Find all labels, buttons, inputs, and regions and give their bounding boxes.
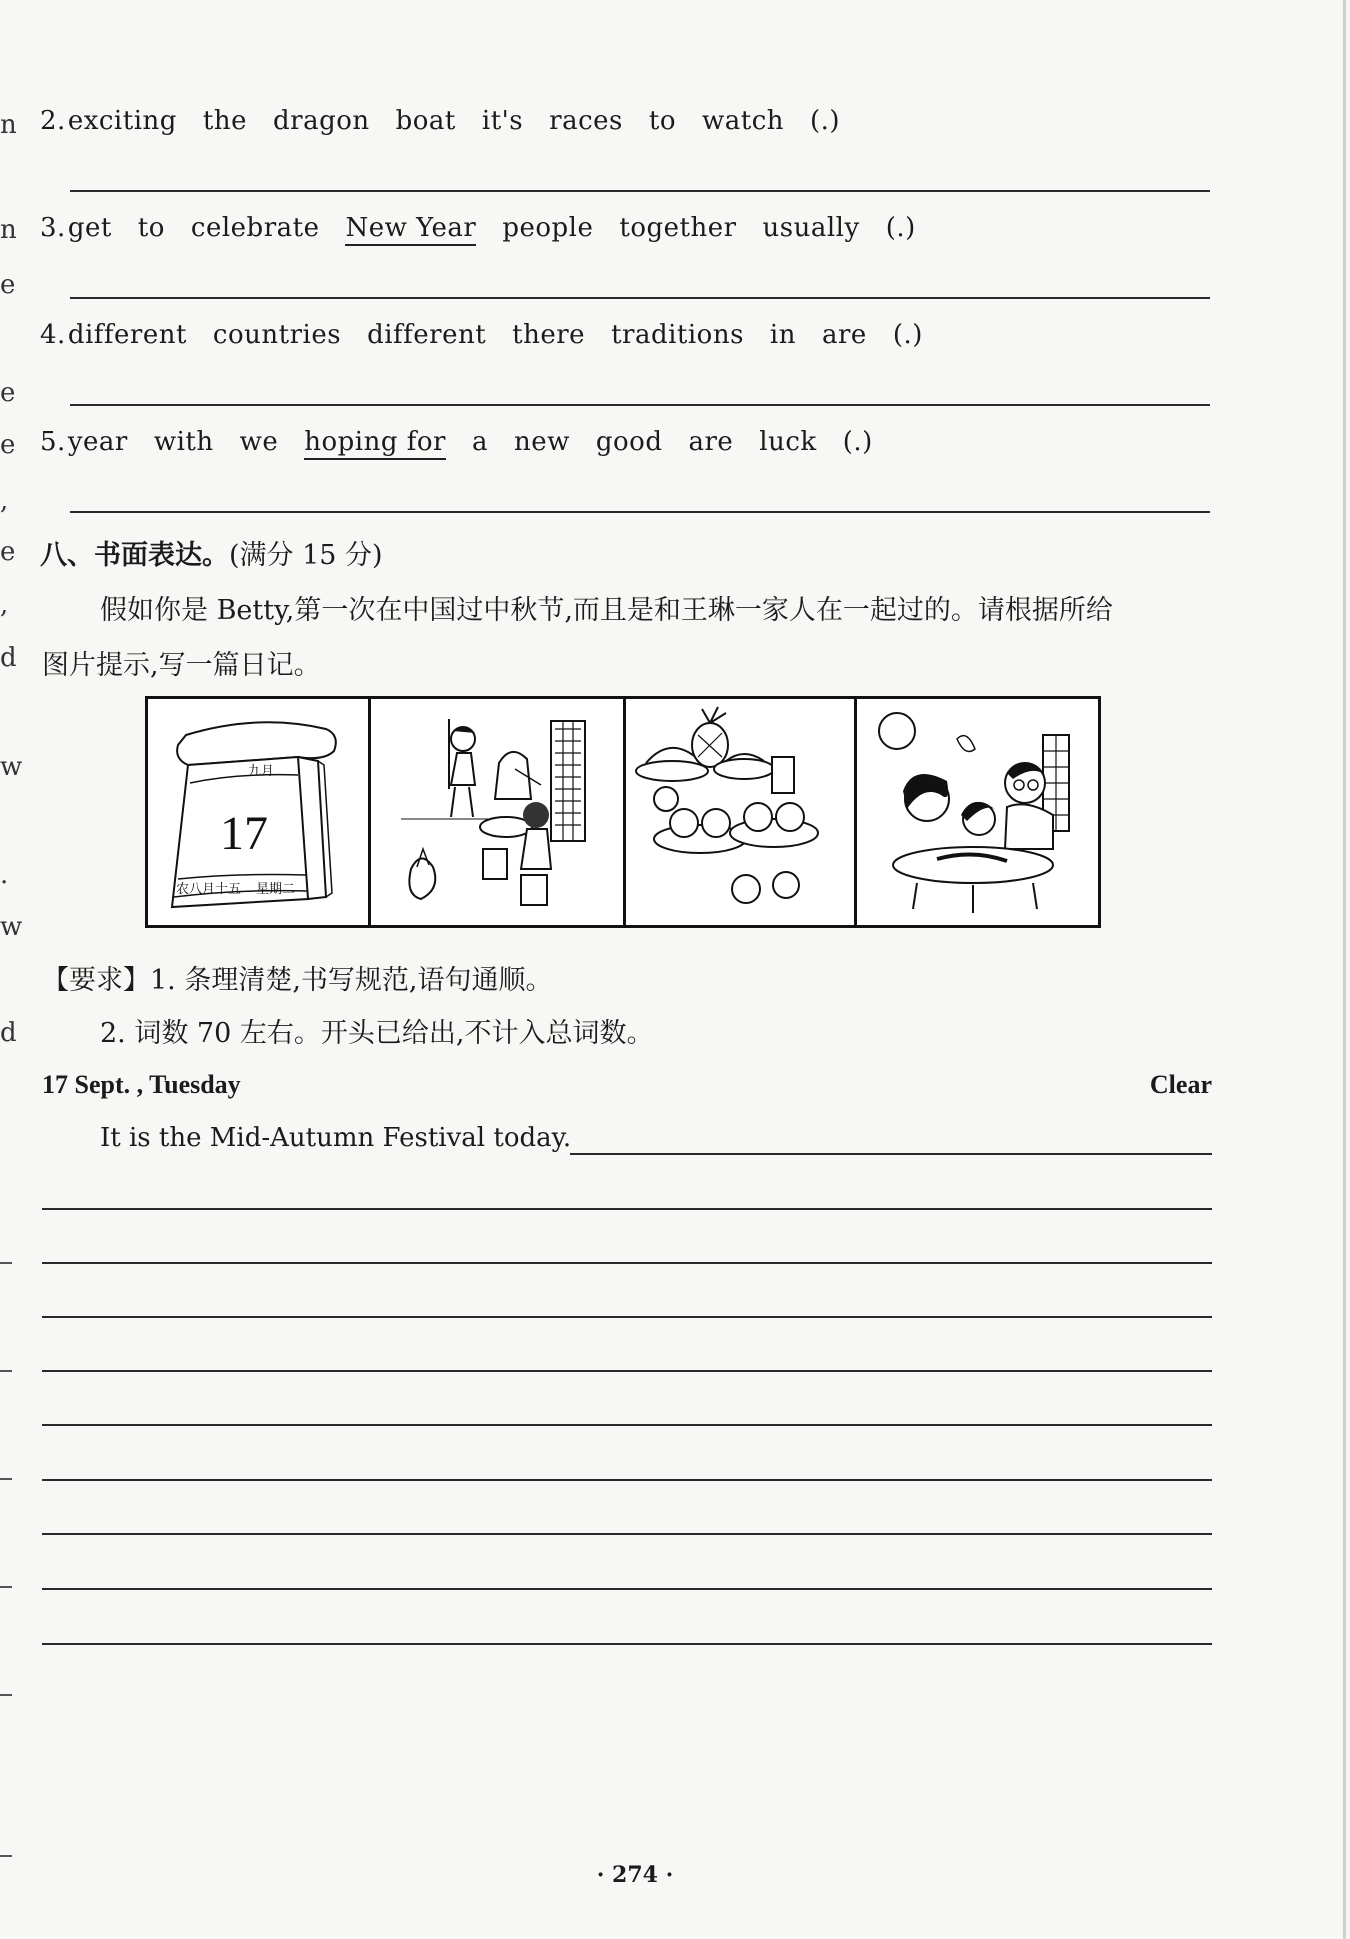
question-number: 3. <box>40 213 66 243</box>
scrambled-word: races <box>549 106 623 136</box>
scrambled-word: there <box>512 320 586 350</box>
family-dinner-illustration <box>857 699 1101 925</box>
edge-fragment: d <box>0 643 17 673</box>
question-number: 4. <box>40 320 66 350</box>
scrambled-word: luck <box>759 427 817 457</box>
mooncakes-and-fruit-illustration <box>626 699 854 925</box>
scrambled-word: with <box>153 427 214 457</box>
end-punctuation: (.) <box>885 213 916 243</box>
diary-header <box>42 1070 1212 1100</box>
scrambled-word: in <box>769 320 796 350</box>
requirement-2: 2. 词数 70 左右。开头已给出,不计入总词数。 <box>100 1018 654 1049</box>
edge-fragment: e <box>0 430 16 460</box>
edge-fragment: e <box>0 537 16 567</box>
diary-date: 17 Sept. , Tuesday <box>42 1070 241 1099</box>
answer-line[interactable] <box>70 511 1210 513</box>
edge-dash <box>0 1478 12 1480</box>
food-panel <box>626 699 857 925</box>
family-panel <box>857 699 1101 925</box>
scrambled-word: are <box>688 427 734 457</box>
writing-line[interactable] <box>42 1643 1212 1645</box>
scrambled-word: celebrate <box>190 213 320 243</box>
scrambled-word: get <box>67 213 112 243</box>
edge-fragment: e <box>0 270 16 300</box>
scrambled-word: good <box>595 427 663 457</box>
section-score: (满分 15 分) <box>229 540 383 571</box>
writing-line[interactable] <box>42 1370 1212 1372</box>
scrambled-word: countries <box>212 320 342 350</box>
edge-fragment: n <box>0 110 17 140</box>
scrambled-word: year <box>67 427 128 457</box>
page-number: · 274 · <box>596 1862 674 1888</box>
diary-first-sentence: It is the Mid-Autumn Festival today. <box>100 1123 572 1153</box>
scrambled-word: traditions <box>611 320 744 350</box>
children-playing-illustration <box>371 699 623 925</box>
scrambled-word: different <box>67 320 187 350</box>
diary-weather: Clear <box>1149 1070 1212 1099</box>
edge-fragment: w <box>0 912 23 942</box>
scrambled-word: are <box>821 320 867 350</box>
page-edge-shadow <box>1343 0 1346 1939</box>
edge-dash <box>0 1586 12 1588</box>
scrambled-word: usually <box>762 213 860 243</box>
picture-strip <box>145 696 1101 928</box>
scrambled-word: New Year <box>345 213 476 246</box>
question-3 <box>40 213 916 246</box>
end-punctuation: (.) <box>842 427 873 457</box>
edge-dash <box>0 1262 12 1264</box>
writing-line[interactable] <box>42 1316 1212 1318</box>
scrambled-word: to <box>648 106 676 136</box>
answer-line[interactable] <box>70 190 1210 192</box>
edge-fragment: n <box>0 215 17 245</box>
scrambled-word: boat <box>395 106 456 136</box>
writing-line[interactable] <box>42 1533 1212 1535</box>
scrambled-word: new <box>513 427 570 457</box>
edge-dash <box>0 1855 12 1857</box>
requirement-1: 【要求】1. 条理清楚,书写规范,语句通顺。 <box>42 965 553 996</box>
end-punctuation: (.) <box>810 106 841 136</box>
calendar-lunar: 农八月十五 <box>176 882 242 897</box>
answer-line[interactable] <box>70 404 1210 406</box>
scrambled-word: exciting <box>67 106 177 136</box>
scrambled-word: the <box>202 106 247 136</box>
calendar-month: 九月 <box>248 764 275 779</box>
section-title <box>40 533 383 572</box>
calendar-day: 17 <box>220 807 268 860</box>
question-number: 5. <box>40 427 66 457</box>
question-5 <box>40 427 873 460</box>
scrambled-word: dragon <box>273 106 370 136</box>
question-2 <box>40 106 840 136</box>
prompt-line-1: 假如你是 Betty,第一次在中国过中秋节,而且是和王琳一家人在一起过的。请根据所给 <box>100 595 1113 626</box>
question-number: 2. <box>40 106 66 136</box>
section-title-text: 八、书面表达。 <box>40 540 229 571</box>
writing-line[interactable] <box>42 1262 1212 1264</box>
edge-dash <box>0 1370 12 1372</box>
scrambled-word: we <box>239 427 279 457</box>
scrambled-word: a <box>471 427 488 457</box>
playing-panel <box>371 699 626 925</box>
edge-fragment: e <box>0 378 16 408</box>
writing-line[interactable] <box>42 1588 1212 1590</box>
edge-fragment: , <box>0 590 9 620</box>
question-4 <box>40 320 923 350</box>
calendar-panel <box>148 699 371 925</box>
scrambled-word: different <box>367 320 487 350</box>
scrambled-word: it's <box>481 106 524 136</box>
calendar-weekday: 星期二 <box>256 882 296 897</box>
answer-line[interactable] <box>70 297 1210 299</box>
scrambled-word: people <box>502 213 594 243</box>
scrambled-word: watch <box>701 106 784 136</box>
edge-fragment: . <box>0 860 9 890</box>
end-punctuation: (.) <box>892 320 923 350</box>
writing-line[interactable] <box>42 1479 1212 1481</box>
edge-fragment: w <box>0 752 23 782</box>
edge-fragment: , <box>0 486 9 516</box>
edge-fragment: d <box>0 1018 17 1048</box>
scrambled-word: together <box>619 213 737 243</box>
calendar-illustration <box>148 699 368 925</box>
prompt-line-2: 图片提示,写一篇日记。 <box>42 650 321 681</box>
writing-line[interactable] <box>42 1424 1212 1426</box>
edge-dash <box>0 1694 12 1696</box>
writing-line[interactable] <box>42 1208 1212 1210</box>
scrambled-word: hoping for <box>304 427 446 460</box>
writing-line[interactable] <box>570 1153 1212 1155</box>
scrambled-word: to <box>137 213 165 243</box>
